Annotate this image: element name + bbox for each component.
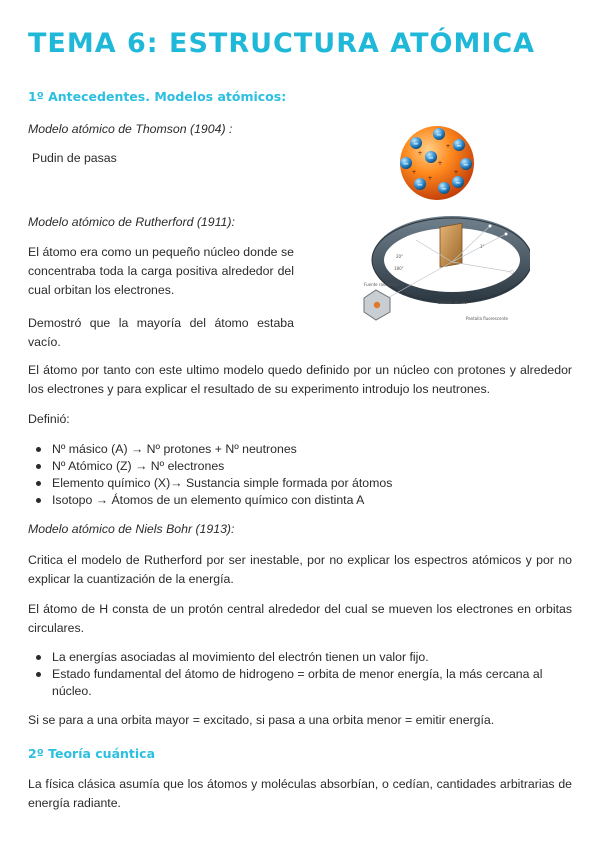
- thomson-label: Modelo atómico de Thomson (1904) :: [28, 122, 233, 136]
- plus-sign: +: [437, 160, 443, 167]
- bohr-paragraph-3: Si se para a una orbita mayor = excitado, si pasa a una orbita menor = emitir energía.: [28, 713, 495, 727]
- list-item: Elemento químico (X)→ Sustancia simple formada por átomos: [34, 475, 572, 492]
- bohr-paragraph-2: El átomo de H consta de un protón central alrededor del cual se mueven los electrones en orbitas circulares.: [28, 602, 572, 635]
- list-item: Nº Atómico (Z) → Nº electrones: [34, 458, 572, 475]
- svg-text:−: −: [417, 181, 423, 189]
- svg-text:−: −: [436, 131, 442, 139]
- section-heading-antecedentes: 1º Antecedentes. Modelos atómicos:: [28, 89, 287, 104]
- svg-text:−: −: [455, 179, 461, 187]
- plus-sign: +: [427, 175, 433, 182]
- foil-label: Lámina de oro: [438, 300, 467, 305]
- section-heading-teoria-cuantica: 2º Teoría cuántica: [28, 746, 156, 761]
- plus-sign: +: [453, 169, 459, 176]
- rutherford-experiment-image: [356, 212, 530, 330]
- gold-foil: [440, 223, 462, 267]
- list-item: Estado fundamental del átomo de hidrogeno = orbita de menor energía, la más cercana al núcleo.: [34, 666, 572, 700]
- plus-sign: +: [411, 169, 417, 176]
- angle-label: 1°: [480, 244, 485, 249]
- thomson-model-image: [396, 122, 478, 204]
- plus-sign: +: [445, 143, 451, 150]
- svg-text:−: −: [403, 160, 409, 168]
- angle-label: 180°: [394, 266, 404, 271]
- rutherford-label: Modelo atómico de Rutherford (1911):: [28, 215, 235, 229]
- angle-label: 20°: [396, 254, 404, 259]
- defined-label: Definió:: [28, 412, 70, 426]
- quantum-paragraph-1: La física clásica asumía que los átomos y moléculas absorbían, o cedían, cantidades arbitrarias de energía radiante.: [28, 777, 572, 810]
- source-label: Fuente radiactiva: [364, 282, 399, 287]
- svg-text:−: −: [441, 185, 447, 193]
- rutherford-paragraph-2: Demostró que la mayoría del átomo estaba vacío.: [28, 316, 294, 349]
- svg-text:−: −: [428, 154, 434, 162]
- bohr-list: [34, 649, 572, 700]
- definitions-list: [34, 441, 572, 509]
- rutherford-paragraph-1: El átomo era como un pequeño núcleo donde se concentraba toda la carga positiva alrededor del cual orbitan los electrones.: [28, 245, 294, 297]
- svg-text:−: −: [463, 161, 469, 169]
- bohr-label: Modelo atómico de Niels Bohr (1913):: [28, 522, 235, 536]
- svg-text:−: −: [413, 140, 419, 148]
- list-item: La energías asociadas al movimiento del electrón tienen un valor fijo.: [34, 649, 572, 666]
- bohr-paragraph-1: Critica el modelo de Rutherford por ser inestable, por no explicar los espectros atómicos y por no explicar la cuantización de la energía.: [28, 553, 572, 586]
- page-title: TEMA 6: ESTRUCTURA ATÓMICA: [28, 28, 536, 59]
- list-item: Nº másico (A) → Nº protones + Nº neutrones: [34, 441, 572, 458]
- list-item: Isotopo → Átomos de un elemento químico con distinta A: [34, 492, 572, 509]
- svg-text:−: −: [456, 142, 462, 150]
- screen-label: Pantalla fluorescente: [466, 316, 509, 321]
- rutherford-paragraph-3: El átomo por tanto con este ultimo modelo quedo definido por un núcleo con protones y alrededor los electrones y para explicar el resultado de su experimento introdujo los neutrones.: [28, 363, 572, 396]
- plus-sign: +: [417, 150, 423, 157]
- radioactive-source: [374, 302, 380, 308]
- thomson-text: Pudin de pasas: [32, 151, 117, 165]
